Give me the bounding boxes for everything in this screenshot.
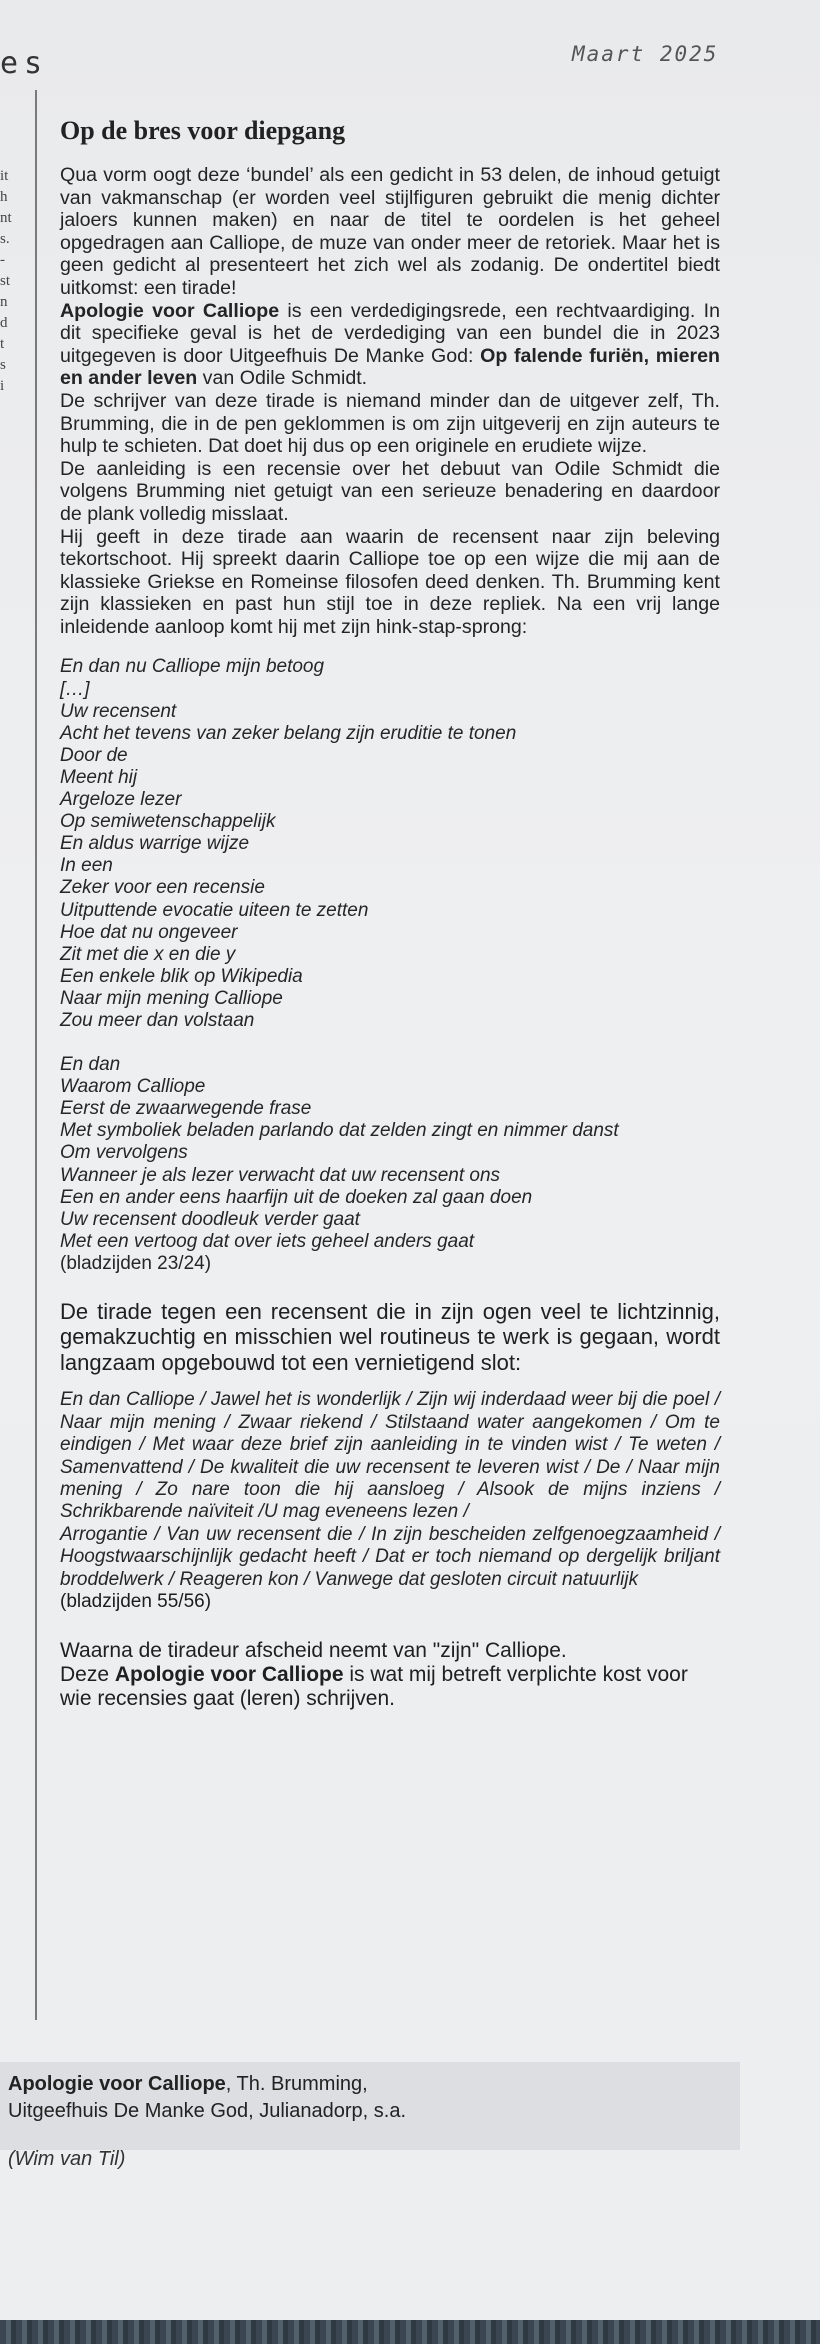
quote-line: Uw recensent [60,700,177,722]
column-divider [35,90,37,2020]
quote-line: Uw recensent doodleuk verder gaat [60,1208,360,1230]
paragraph-tirade: De tirade tegen een recensent die in zijn ogen veel te lichtzinnig, gemakzuchtig en misschien wel routineus te werk is gegaan, wordt langzaam opgebouwd tot een vernietigend slot: [60,1298,720,1375]
bold-title: Apologie voor Calliope [60,299,280,322]
margin-fragment: d [0,315,8,331]
margin-fragment: h [0,189,8,205]
quote-block-1 [60,656,720,1274]
quote-line: Door de [60,744,128,766]
quote-line: […] [60,678,90,700]
margin-fragment: s [0,357,6,373]
body-paragraph: De schrijver van deze tirade is niemand minder dan de uitgever zelf, Th. Brumming, die in de pen geklommen is om zijn uitgeverij en zijn auteurs te hulp te schieten. Dat doet hij dus op een originele en erudiete wijze. [60,389,720,458]
closing-book-title: Apologie voor Calliope [114,1663,344,1687]
quote-line: Naar mijn mening Calliope [60,987,283,1009]
quote-line: Acht het tevens van zeker belang zijn eruditie te tonen [60,722,517,744]
article-title: Op de bres voor diepgang [60,116,346,145]
margin-fragment: n [0,294,8,310]
margin-fragment: i [0,378,5,394]
quote-line: Zit met die x en die y [60,943,236,965]
info-publisher: Uitgeefhuis De Manke God, Julianadorp, s.a. [8,2100,406,2122]
quote-line: Zeker voor een recensie [60,877,265,899]
quote-line: En dan [60,1054,121,1076]
issue-date: Maart 2025 [572,42,719,66]
quote-line: En aldus warrige wijze [60,833,250,855]
quote-line: Uitputtende evocatie uiteen te zetten [60,899,369,921]
quote-line: Eerst de zwaarwegende frase [60,1098,312,1120]
body-paragraph: Apologie voor Calliope is een verdedigingsrede, een rechtvaardiging. In dit specifieke geval is het de verdediging van een bundel die in 2023 uitgegeven is door Uitgeefhuis De Manke God: Op falende furiën, mieren en ander leven van Odile Schmidt. [60,299,721,390]
quote-line: Om vervolgens [60,1142,188,1164]
background-surface [0,2320,820,2344]
previous-column-fragments [0,166,14,397]
quote-2-page-ref: (bladzijden 55/56) [60,1591,212,1613]
quote-line: Hoe dat nu ongeveer [60,921,238,943]
margin-fragment: it [0,168,9,184]
quote-line: Een enkele blik op Wikipedia [60,965,303,987]
quote-block-2a: En dan Calliope / Jawel het is wonderlijk / Zijn wij inderdaad weer bij die poel / Naar mijn mening / Zwaar riekend / Stilstaand water aangekomen / Om te eindigen / Met waar deze brief zijn aanleiding in te vinden wist / Te weten / Samenvattend / De kwaliteit die uw recensent te leveren wist / De / Naar mijn mening / Zo nare toon die hij aansloeg / Alsook de mijns inziens / Schrikbarende naïviteit /U mag eveneens lezen / [60,1389,720,1523]
article-body [60,164,720,638]
quote-1-page-ref: (bladzijden 23/24) [60,1252,212,1274]
margin-fragment: - [0,252,5,268]
quote-line: Meent hij [60,766,138,788]
bold-title: Op falende furiën, mieren en ander leven [60,344,720,390]
closing-line-1: Waarna de tiradeur afscheid neemt van "zijn" Calliope. [60,1639,567,1663]
quote-block-2b: Arrogantie / Van uw recensent die / In zijn bescheiden zelfgenoegzaamheid / Hoogstwaarschijnlijk gedacht heeft / Dat er toch niemand op dergelijk briljant broddelwerk / Reageren kon / Vanwege dat gesloten circuit natuurlijk [60,1523,720,1590]
quote-line: Met symboliek beladen parlando dat zelden zingt en nimmer danst [60,1120,619,1142]
closing-paragraph: Waarna de tiradeur afscheid neemt van "zijn" Calliope. Deze Apologie voor Calliope is wat mij betreft verplichte kost voor wie recensies gaat (leren) schrijven. [60,1639,688,1711]
body-paragraph: Hij geeft in deze tirade aan waarin de recensent naar zijn beleving tekortschoot. Hij spreekt daarin Calliope toe op een wijze die mij aan de klassieke Griekse en Romeinse filosofen deed denken. Th. Brumming kent zijn klassieken en past hun stijl toe in deze repliek. Na een vrij lange inleidende aanloop komt hij met zijn hink-stap-sprong: [60,525,720,638]
margin-fragment: st [0,273,11,289]
info-author: , Th. Brumming, [225,2073,368,2095]
margin-fragment: t [0,336,5,352]
quote-line: Waarom Calliope [60,1076,206,1098]
info-book-title: Apologie voor Calliope [8,2073,226,2095]
quote-line: En dan nu Calliope mijn betoog [60,656,325,678]
margin-fragment: nt [0,210,12,226]
quote-line: Een en ander eens haarfijn uit de doeken zal gaan doen [60,1186,533,1208]
book-info-box [0,2062,740,2150]
quote-line: Met een vertoog dat over iets geheel anders gaat [60,1230,475,1252]
quote-line: Wanneer je als lezer verwacht dat uw recensent ons [60,1164,501,1186]
review-article [60,116,720,1711]
margin-fragment: s. [0,231,10,247]
running-head-fragment: es [0,46,49,81]
body-paragraph: Qua vorm oogt deze ‘bundel’ als een gedicht in 53 delen, de inhoud getuigt van vakmanschap (er worden veel stijlfiguren gebruikt die menig dichter jaloers kunnen maken) en naar de titel te oordelen is het geheel opgedragen aan Calliope, de muze van onder meer de retoriek. Maar het is geen gedicht al presenteert het zich wel als zodanig. De ondertitel biedt uitkomst: een tirade! [60,164,720,299]
quote-line: Zou meer dan volstaan [60,1009,255,1031]
quote-line: In een [60,855,113,877]
quote-line: Op semiwetenschappelijk [60,811,276,833]
body-paragraph: De aanleiding is een recensie over het debuut van Odile Schmidt die volgens Brumming niet getuigt van een serieuze benadering en daardoor de plank volledig misslaat. [60,457,720,525]
reviewer-credit: (Wim van Til) [8,2148,126,2170]
quote-line: Argeloze lezer [60,789,182,811]
